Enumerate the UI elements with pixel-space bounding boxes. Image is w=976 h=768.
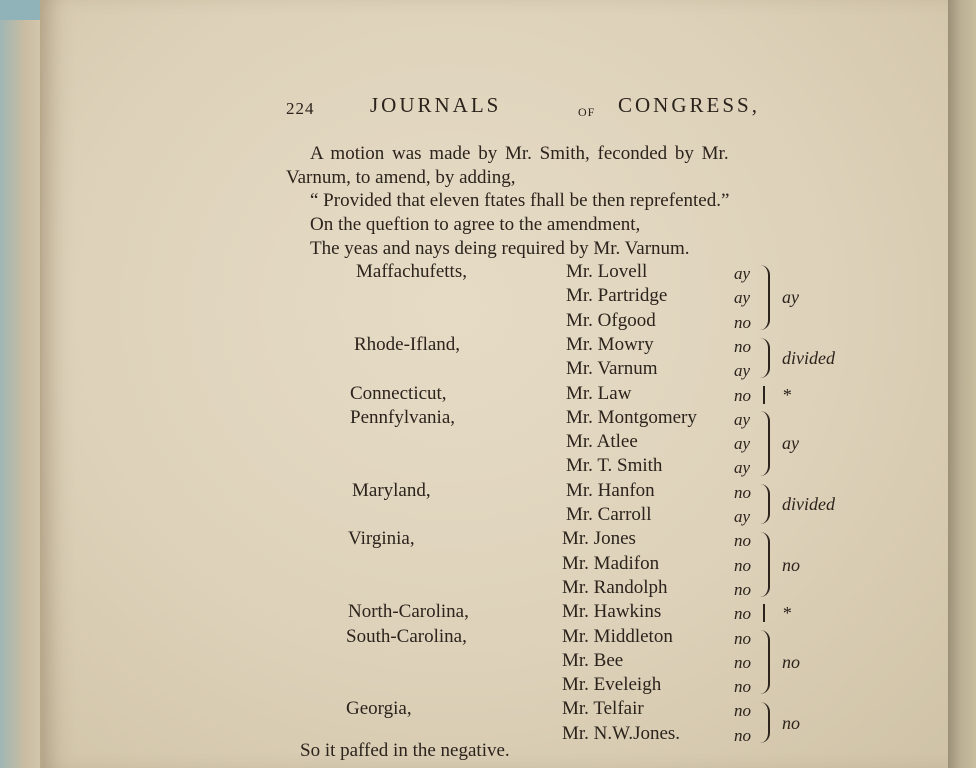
member-name: Mr. Varnum xyxy=(566,358,658,380)
member-vote: ay xyxy=(734,361,751,381)
member-name: Mr. Bee xyxy=(562,649,624,671)
state-brace xyxy=(760,702,770,743)
member-name: Mr. Middleton xyxy=(562,625,673,647)
member-vote: no xyxy=(734,336,751,356)
member-vote: no xyxy=(734,531,751,551)
state-result: * xyxy=(782,603,791,624)
proviso-text: “ Provided that eleven ftates fhall be then reprefented.” xyxy=(310,190,730,211)
member-name: Mr. Lovell xyxy=(566,261,648,282)
state-result: no xyxy=(782,712,800,733)
motion-text-line-2: Varnum, to amend, by adding, xyxy=(286,167,516,188)
state-result: no xyxy=(782,651,800,672)
member-name: Mr. Partridge xyxy=(566,285,668,307)
member-vote: ay xyxy=(734,409,751,429)
member-vote: no xyxy=(734,677,751,697)
state-brace xyxy=(760,630,770,695)
member-vote: ay xyxy=(734,264,751,283)
member-vote: no xyxy=(734,555,751,575)
state-label: Pennfylvania, xyxy=(350,406,456,428)
member-vote: no xyxy=(734,725,751,745)
motion-text-line-1: A motion was made by Mr. Smith, feconded by Mr. xyxy=(310,143,729,164)
state-brace xyxy=(760,265,770,330)
member-vote: no xyxy=(734,579,751,599)
state-brace xyxy=(760,532,770,597)
state-result: ay xyxy=(782,433,799,454)
member-name: Mr. Carroll xyxy=(566,504,652,525)
state-result: ay xyxy=(782,287,799,308)
state-label: North-Carolina, xyxy=(348,601,469,623)
page-title-of: OF xyxy=(578,105,596,119)
state-bar xyxy=(763,604,765,622)
member-vote: no xyxy=(734,482,751,502)
member-vote: no xyxy=(734,385,751,405)
member-name: Mr. Hawkins xyxy=(562,601,662,623)
member-name: Mr. Randolph xyxy=(562,576,668,598)
member-vote: ay xyxy=(734,458,751,478)
member-name: Mr. Hanfon xyxy=(566,479,655,501)
member-vote: ay xyxy=(734,288,751,308)
question-text: On the queftion to agree to the amendment, xyxy=(310,214,641,235)
state-label: South-Carolina, xyxy=(346,625,467,647)
member-name: Mr. Mowry xyxy=(566,333,654,355)
page-title-congress: CONGRESS, xyxy=(618,93,760,117)
state-brace xyxy=(760,484,770,525)
member-name: Mr. N.W.Jones. xyxy=(562,722,681,744)
state-result: divided xyxy=(782,348,835,369)
member-name: Mr. Law xyxy=(566,382,632,404)
page-title-journals: JOURNALS xyxy=(370,93,502,117)
member-vote: ay xyxy=(734,434,751,454)
member-name: Mr. Telfair xyxy=(562,698,644,720)
member-vote: no xyxy=(734,701,751,721)
state-label: Virginia, xyxy=(348,528,415,550)
member-vote: no xyxy=(734,604,751,624)
state-result: no xyxy=(782,554,800,575)
state-result: * xyxy=(782,384,791,405)
state-bar xyxy=(763,386,765,404)
member-vote: no xyxy=(734,652,751,672)
state-label: Maffachufetts, xyxy=(356,261,467,282)
state-label: Rhode-Ifland, xyxy=(354,333,461,355)
state-brace xyxy=(760,411,770,476)
member-name: Mr. Atlee xyxy=(566,431,638,453)
member-name: Mr. Eveleigh xyxy=(562,674,662,696)
conclusion-text: So it paffed in the negative. xyxy=(300,740,510,761)
yeas-nays-text: The yeas and nays deing required by Mr. Varnum. xyxy=(310,238,690,259)
member-name: Mr. Montgomery xyxy=(566,406,697,428)
member-name: Mr. Ofgood xyxy=(566,309,656,331)
member-name: Mr. Madifon xyxy=(562,552,660,574)
member-name: Mr. Jones xyxy=(562,528,636,550)
page-number: 224 xyxy=(286,99,315,118)
member-vote: no xyxy=(734,628,751,648)
member-vote: ay xyxy=(734,507,751,526)
book-gutter xyxy=(948,0,976,768)
member-vote: no xyxy=(734,312,751,332)
state-label: Maryland, xyxy=(352,479,431,501)
state-result: divided xyxy=(782,493,835,514)
state-brace xyxy=(760,338,770,379)
state-label: Connecticut, xyxy=(350,382,447,404)
state-label: Georgia, xyxy=(346,698,412,720)
member-name: Mr. T. Smith xyxy=(566,455,663,477)
